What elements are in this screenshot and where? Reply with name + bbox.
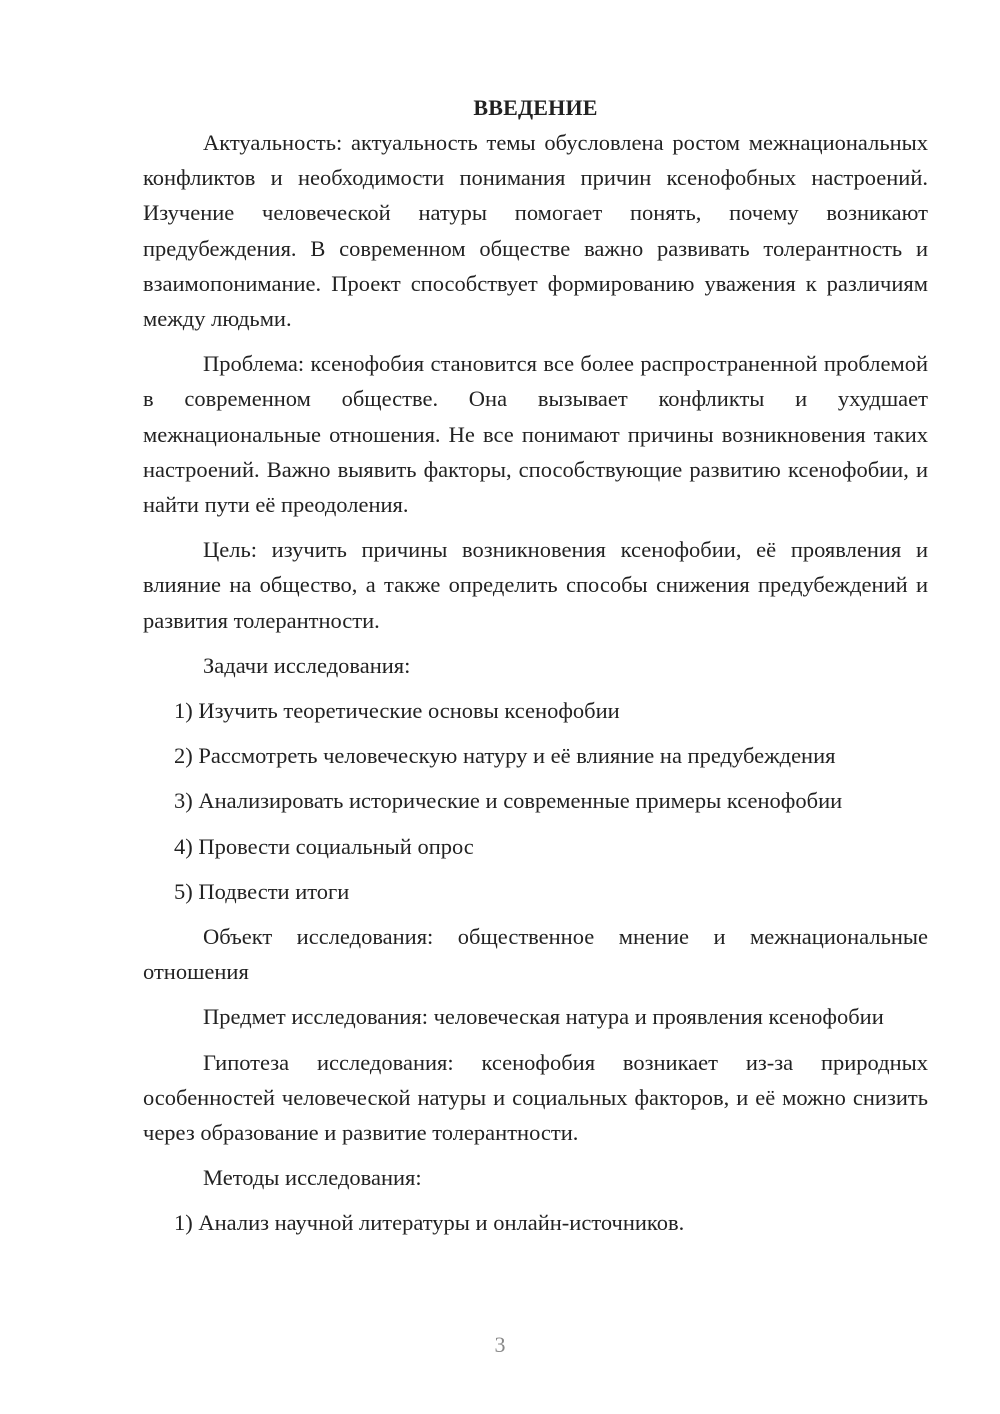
object-paragraph: Объект исследования: общественное мнение и межнациональные отношения <box>143 924 928 985</box>
hypothesis-paragraph: Гипотеза исследования: ксенофобия возникает из-за природных особенностей человеческой натуры и социальных факторов, и её можно снизить через образование и развитие толерантности. <box>143 1049 928 1146</box>
task-item: 1) Изучить теоретические основы ксенофобии <box>174 698 620 724</box>
tasks-heading: Задачи исследования: <box>203 652 411 678</box>
task-item: 4) Провести социальный опрос <box>174 833 474 859</box>
method-item: 1) Анализ научной литературы и онлайн-источников. <box>174 1210 685 1236</box>
page-number: 3 <box>494 1332 506 1357</box>
problem-paragraph: Проблема: ксенофобия становится все более распространенной проблемой в современном обществе. Она вызывает конфликты и ухудшает межнациональные отношения. Не все понимают причины возникновения таких настроений. Важно выявить факторы, способствующие развитию ксенофобии, и найти пути её преодоления. <box>143 351 928 518</box>
task-item: 5) Подвести итоги <box>174 878 350 904</box>
task-item: 2) Рассмотреть человеческую натуру и её влияние на предубеждения <box>174 743 836 769</box>
methods-heading: Методы исследования: <box>203 1165 422 1191</box>
section-title: ВВЕДЕНИЕ <box>473 95 598 120</box>
subject-paragraph: Предмет исследования: человеческая натура и проявления ксенофобии <box>203 1004 884 1030</box>
relevance-paragraph: Актуальность: актуальность темы обусловлена ростом межнациональных конфликтов и необходимости понимания причин ксенофобных настроений. Изучение человеческой натуры помогает понять, почему возникают предубеждения. В современном обществе важно развивать толерантность и взаимопонимание. Проект способствует формированию уважения к различиям между людьми. <box>143 130 928 332</box>
task-item: 3) Анализировать исторические и современные примеры ксенофобии <box>174 788 843 814</box>
document-page <box>143 90 928 1251</box>
goal-paragraph: Цель: изучить причины возникновения ксенофобии, её проявления и влияние на общество, а также определить способы снижения предубеждений и развития толерантности. <box>143 537 928 633</box>
